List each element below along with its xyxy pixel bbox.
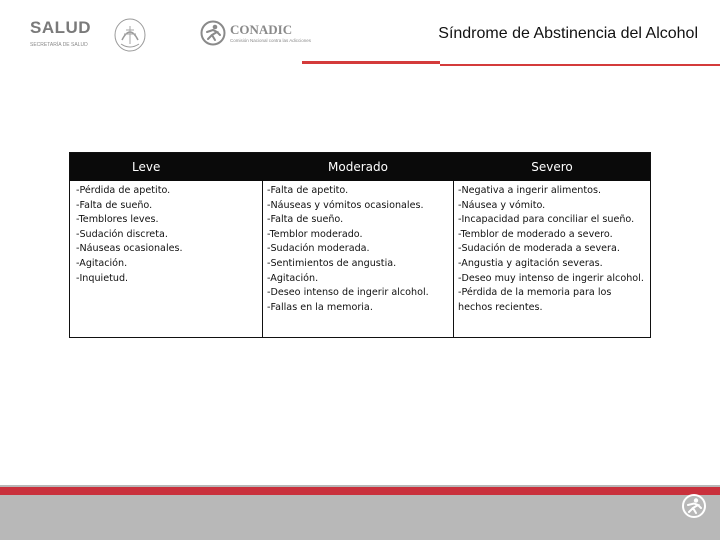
symptom-item: -Sudación discreta. [76,228,168,240]
symptom-item: -Fallas en la memoria. [267,301,373,313]
column-header-leve: Leve [70,153,262,181]
symptom-item: -Sudación moderada. [267,243,370,255]
conadic-logo [200,20,310,52]
symptom-item: -Falta de sueño. [267,214,344,226]
conadic-logo-word: CONADIC [230,22,293,37]
symptom-item: -Incapacidad para conciliar el sueño. [458,214,635,226]
symptom-item: -Deseo intenso de ingerir alcohol. [267,287,429,299]
conadic-logo-subtitle: Comisión Nacional contra las Adicciones [230,38,312,43]
slide-header [0,0,720,70]
coat-of-arms-icon [112,16,148,54]
symptom-item: -Falta de apetito. [267,185,349,196]
conadic-figure-icon [680,493,708,519]
symptom-item: -Náuseas ocasionales. [76,243,183,255]
symptom-item: -Sudación de moderada a severa. [458,243,620,255]
symptom-item: -Náusea y vómito. [458,199,546,211]
column-cell-severo [454,181,650,337]
symptom-item: -Pérdida de la memoria para los hechos recientes. [458,287,612,313]
symptom-item: -Deseo muy intenso de ingerir alcohol. [458,272,644,284]
slide-title: Síndrome de Abstinencia del Alcohol [438,25,698,42]
symptom-item: -Inquietud. [76,272,129,284]
conadic-figure-icon [200,20,226,46]
symptom-item: -Negativa a ingerir alimentos. [458,185,602,196]
salud-logo [30,18,110,52]
symptom-item: -Pérdida de apetito. [76,185,171,196]
symptom-item: -Sentimientos de angustia. [267,257,397,269]
column-cell-moderado [262,181,454,337]
withdrawal-severity-table [69,152,651,338]
footer-stripe [0,487,720,495]
symptom-item: -Agitación. [267,272,319,284]
symptom-item: -Temblor de moderado a severo. [458,228,613,240]
symptom-item: -Temblores leves. [76,214,159,226]
salud-logo-subtitle: SECRETARÍA DE SALUD [30,42,88,48]
column-cell-leve [70,181,262,337]
column-header-moderado: Moderado [262,153,454,181]
symptom-item: -Angustia y agitación severas. [458,257,603,269]
symptom-item: -Náuseas y vómitos ocasionales. [267,199,424,211]
column-header-severo: Severo [454,153,650,181]
salud-logo-word: SALUD [30,18,92,37]
title-underline-accent [302,61,440,64]
symptom-item: -Falta de sueño. [76,199,153,211]
symptom-item: -Agitación. [76,257,128,269]
symptom-item: -Temblor moderado. [267,228,363,240]
title-underline [440,64,720,66]
